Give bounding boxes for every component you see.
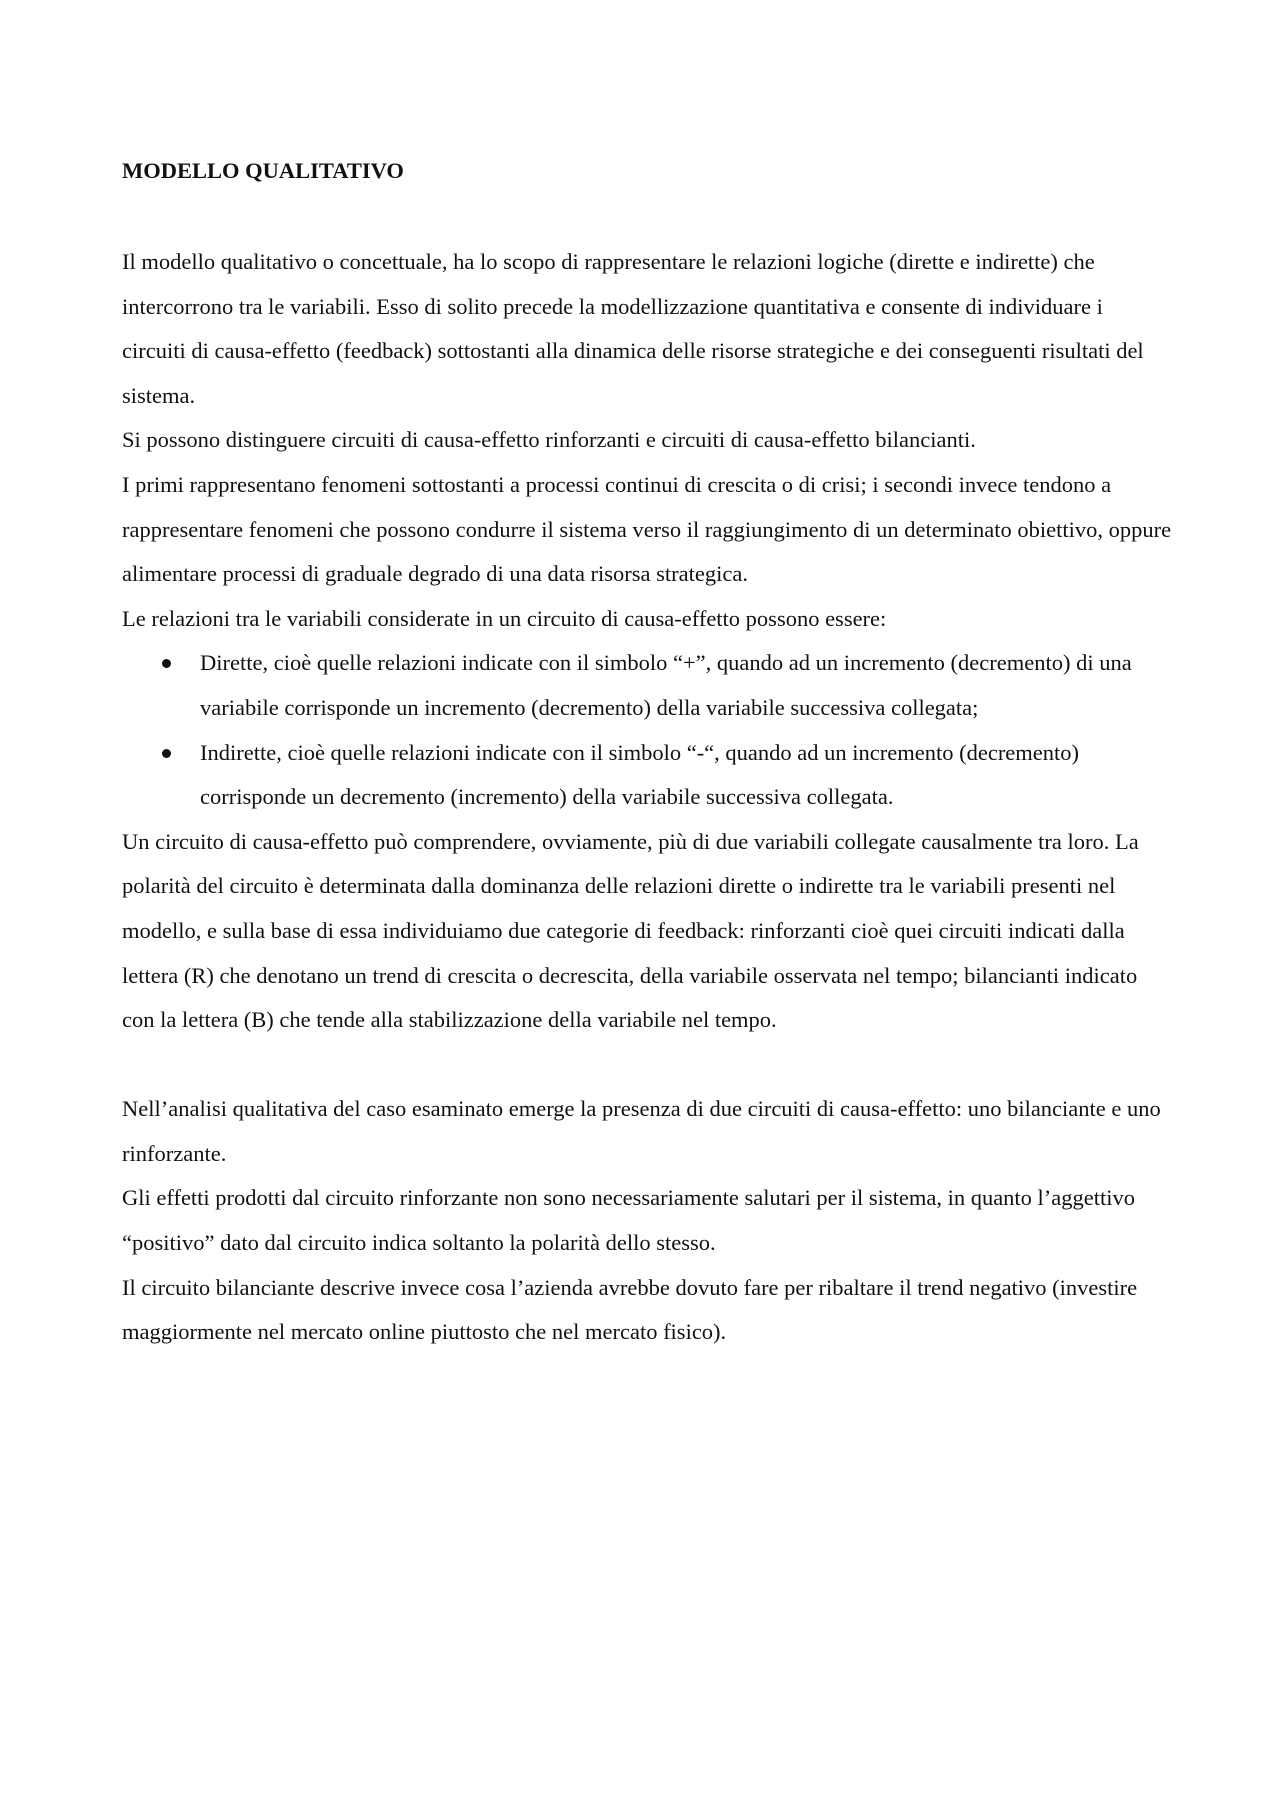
paragraph-first-second: I primi rappresentano fenomeni sottostanti a processi continui di crescita o di crisi; i secondi invece tendono a rappresentare fenomeni che possono condurre il sistema verso il raggiungimento di un determinato obiettivo, oppure alimentare processi di graduale degrado di una data risorsa strategica. [122,471,1172,587]
spacer [122,1043,1172,1088]
relations-list [122,641,1172,819]
spacer [122,190,1172,240]
paragraph-relations: Le relazioni tra le variabili considerate in un circuito di causa-effetto possono essere: [122,605,887,631]
bullet-icon [162,749,171,758]
paragraph-distinction: Si possono distinguere circuiti di causa-effetto rinforzanti e circuiti di causa-effetto bilancianti. [122,427,976,453]
paragraph-analysis: Nell’analisi qualitativa del caso esaminato emerge la presenza di due circuiti di causa-effetto: uno bilanciante e uno rinforzante. [122,1096,1161,1166]
paragraph-intro: Il modello qualitativo o concettuale, ha lo scopo di rappresentare le relazioni logiche (dirette e indirette) che intercorrono tra le variabili. Esso di solito precede la modellizzazione quantitativa e consente di individuare i circuiti di causa-effetto (feedback) sottostanti alla dinamica delle risorse strategiche e dei conseguenti risultati del sistema. [122,249,1144,408]
list-item [122,641,1172,730]
paragraph-polarity: Un circuito di causa-effetto può comprendere, ovviamente, più di due variabili collegate causalmente tra loro. La polarità del circuito è determinata dalla dominanza delle relazioni dirette o indirette tra le variabili presenti nel modello, e sulla base di essa individuiamo due categorie di feedback: rinforzanti cioè quei circuiti indicati dalla lettera (R) che denotano un trend di crescita o decrescita, della variabile osservata nel tempo; bilancianti indicato con la lettera (B) che tende alla stabilizzazione della variabile nel tempo. [122,828,1139,1033]
bullet-icon [162,659,171,668]
paragraph-balancing-circuit: Il circuito bilanciante descrive invece cosa l’azienda avrebbe dovuto fare per ribaltare il trend negativo (investire maggiormente nel mercato online piuttosto che nel mercato fisico). [122,1274,1138,1345]
list-item [122,731,1172,820]
paragraph-reinforcing-effects: Gli effetti prodotti dal circuito rinforzante non sono necessariamente salutari per il sistema, in quanto l’aggettivo “positivo” dato dal circuito indica soltanto la polarità dello stesso. [122,1185,1136,1256]
document-page [122,152,1172,1355]
section-heading: MODELLO QUALITATIVO [122,158,404,183]
list-item-text: Dirette, cioè quelle relazioni indicate con il simbolo “+”, quando ad un incremento (decremento) di una variabile corrisponde un incremento (decremento) della variabile successiva collegata; [200,650,1132,720]
list-item-text: Indirette, cioè quelle relazioni indicate con il simbolo “-“, quando ad un incremento (decremento) corrisponde un decremento (incremento) della variabile successiva collegata. [200,739,1080,810]
